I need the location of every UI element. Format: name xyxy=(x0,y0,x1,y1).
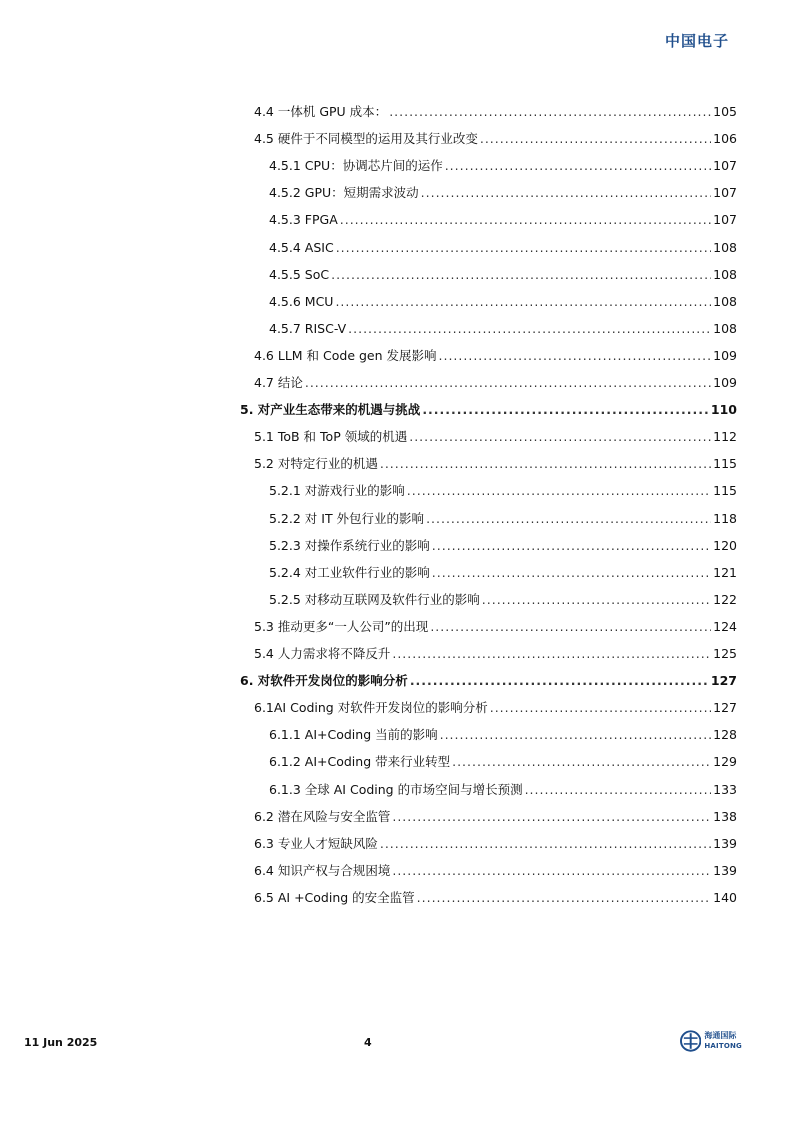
toc-entry[interactable] xyxy=(254,131,737,147)
toc-entry-page: 108 xyxy=(713,266,737,282)
toc-chapter-entry[interactable] xyxy=(240,673,737,689)
toc-entry-label: 4.5.1 CPU：协调芯片间的运作 xyxy=(269,158,443,174)
toc-entry-page: 128 xyxy=(713,727,737,743)
toc-entry[interactable] xyxy=(269,565,737,581)
toc-entry[interactable] xyxy=(254,104,737,120)
toc-entry[interactable] xyxy=(254,456,737,472)
toc-entry[interactable] xyxy=(254,646,737,662)
toc-entry-page: 127 xyxy=(710,673,737,689)
toc-entry-label: 5.2.4 对工业软件行业的影响 xyxy=(269,564,430,580)
toc-leader-dots xyxy=(445,158,711,174)
toc-entry[interactable] xyxy=(269,592,737,608)
toc-entry-label: 5. 对产业生态带来的机遇与挑战 xyxy=(240,402,421,418)
toc-leader-dots xyxy=(335,294,711,310)
footer-date: 11 Jun 2025 xyxy=(24,1036,98,1049)
logo-chinese-text: 海通国际 xyxy=(704,1031,737,1040)
toc-entry-label: 6.1.1 AI+Coding 当前的影响 xyxy=(269,727,438,743)
toc-entry-page: 140 xyxy=(713,889,737,905)
toc-entry-page: 112 xyxy=(713,429,737,445)
toc-entry-page: 120 xyxy=(713,537,737,553)
haitong-logo xyxy=(680,1028,742,1054)
toc-leader-dots xyxy=(480,131,711,147)
toc-entry[interactable] xyxy=(269,240,737,256)
toc-entry-label: 4.5.3 FPGA xyxy=(269,212,338,228)
haitong-logo-icon xyxy=(680,1030,701,1052)
toc-leader-dots xyxy=(392,646,711,662)
toc-leader-dots xyxy=(409,429,711,445)
toc-entry-page: 127 xyxy=(713,700,737,716)
toc-entry-page: 107 xyxy=(713,185,737,201)
toc-leader-dots xyxy=(439,348,712,364)
toc-entry[interactable] xyxy=(254,836,737,852)
toc-entry-page: 108 xyxy=(713,239,737,255)
toc-entry-label: 5.2.2 对 IT 外包行业的影响 xyxy=(269,510,425,526)
toc-entry-page: 118 xyxy=(713,510,737,526)
toc-entry-page: 139 xyxy=(713,835,737,851)
toc-entry[interactable] xyxy=(254,863,737,879)
toc-leader-dots xyxy=(392,809,711,825)
toc-entry-label: 6.1.3 全球 AI Coding 的市场空间与增长预测 xyxy=(269,781,523,797)
toc-entry-label: 6. 对软件开发岗位的影响分析 xyxy=(240,673,408,689)
toc-entry-page: 105 xyxy=(713,104,737,119)
toc-entry-label: 4.7 结论 xyxy=(254,375,303,390)
toc-leader-dots xyxy=(392,863,711,879)
toc-entry[interactable] xyxy=(269,294,737,310)
toc-entry-label: 5.2.1 对游戏行业的影响 xyxy=(269,483,405,499)
toc-leader-dots xyxy=(432,538,711,554)
toc-leader-dots xyxy=(389,104,711,120)
toc-entry-page: 108 xyxy=(713,293,737,309)
header-title: 中国电子 xyxy=(664,32,729,50)
toc-entry[interactable] xyxy=(254,890,737,906)
toc-entry-page: 121 xyxy=(713,564,737,580)
toc-leader-dots xyxy=(348,321,711,337)
toc-leader-dots xyxy=(380,456,711,472)
toc-entry-label: 5.2.5 对移动互联网及软件行业的影响 xyxy=(269,591,480,607)
toc-entry-label: 4.5 硬件于不同模型的运用及其行业改变 xyxy=(254,131,478,147)
toc-entry[interactable] xyxy=(269,185,737,201)
toc-entry-page: 133 xyxy=(713,781,737,797)
toc-entry-label: 4.4 一体机 GPU 成本： xyxy=(254,104,388,119)
toc-leader-dots xyxy=(430,619,711,635)
toc-entry-label: 4.5.2 GPU：短期需求波动 xyxy=(269,185,419,201)
toc-leader-dots xyxy=(336,240,711,256)
toc-leader-dots xyxy=(452,754,711,770)
toc-entry[interactable] xyxy=(269,158,737,174)
toc-entry-page: 122 xyxy=(713,591,737,607)
toc-entry-label: 4.5.5 SoC xyxy=(269,266,330,282)
toc-entry-label: 6.5 AI +Coding 的安全监管 xyxy=(254,889,415,905)
toc-leader-dots xyxy=(490,700,711,716)
toc-entry-page: 109 xyxy=(713,375,737,390)
toc-leader-dots xyxy=(410,673,709,689)
toc-entry-page: 124 xyxy=(713,618,737,634)
toc-entry-page: 139 xyxy=(713,862,737,878)
toc-leader-dots xyxy=(440,727,712,743)
toc-leader-dots xyxy=(407,483,711,499)
toc-chapter-entry[interactable] xyxy=(240,402,737,418)
toc-entry-label: 4.5.4 ASIC xyxy=(269,239,334,255)
toc-entry-label: 5.1 ToB 和 ToP 领域的机遇 xyxy=(254,429,408,445)
logo-english-text: HAITONG xyxy=(704,1042,742,1050)
toc-leader-dots xyxy=(331,267,711,283)
toc-entry-page: 115 xyxy=(713,456,737,472)
toc-entry-label: 4.6 LLM 和 Code gen 发展影响 xyxy=(254,347,437,363)
toc-leader-dots xyxy=(525,782,712,798)
toc-entry-page: 107 xyxy=(713,212,737,228)
toc-leader-dots xyxy=(305,375,711,391)
toc-entry[interactable] xyxy=(269,727,737,743)
toc-entry-label: 6.4 知识产权与合规困境 xyxy=(254,862,391,878)
toc-entry[interactable] xyxy=(269,267,737,283)
toc-entry[interactable] xyxy=(269,782,737,798)
toc-entry-label: 5.2 对特定行业的机遇 xyxy=(254,456,378,472)
toc-entry-label: 6.3 专业人才短缺风险 xyxy=(254,835,378,851)
toc-entry[interactable] xyxy=(254,619,737,635)
toc-entry-label: 4.5.6 MCU xyxy=(269,293,334,309)
toc-entry-page: 125 xyxy=(713,646,737,661)
toc-entry-page: 109 xyxy=(713,347,737,363)
toc-entry[interactable] xyxy=(254,429,737,445)
toc-entry[interactable] xyxy=(269,754,737,770)
toc-entry-label: 6.1AI Coding 对软件开发岗位的影响分析 xyxy=(254,700,488,716)
toc-leader-dots xyxy=(432,565,711,581)
toc-entry-label: 6.2 潜在风险与安全监管 xyxy=(254,808,391,824)
toc-entry-page: 110 xyxy=(710,402,737,418)
toc-entry-page: 129 xyxy=(713,754,737,770)
toc-entry-page: 108 xyxy=(713,320,737,336)
toc-entry[interactable] xyxy=(269,538,737,554)
toc-leader-dots xyxy=(422,402,709,418)
toc-entry[interactable] xyxy=(254,700,737,716)
toc-entry-label: 5.2.3 对操作系统行业的影响 xyxy=(269,537,430,553)
toc-leader-dots xyxy=(380,836,711,852)
toc-entry[interactable] xyxy=(254,348,737,364)
toc-entry-page: 138 xyxy=(713,808,737,824)
toc-entry-page: 107 xyxy=(713,158,737,174)
toc-entry-label: 5.3 推动更多“一人公司”的出现 xyxy=(254,618,429,634)
toc-entry-label: 5.4 人力需求将不降反升 xyxy=(254,646,391,661)
toc-entry[interactable] xyxy=(254,809,737,825)
toc-leader-dots xyxy=(482,592,711,608)
toc-entry[interactable] xyxy=(269,483,737,499)
toc-entry-page: 106 xyxy=(713,131,737,147)
toc-entry[interactable] xyxy=(269,321,737,337)
toc-entry-label: 4.5.7 RISC-V xyxy=(269,320,347,336)
toc-entry[interactable] xyxy=(269,511,737,527)
toc-entry[interactable] xyxy=(254,375,737,391)
toc-leader-dots xyxy=(421,185,711,201)
toc-leader-dots xyxy=(426,511,711,527)
toc-entry-label: 6.1.2 AI+Coding 带来行业转型 xyxy=(269,754,451,770)
toc-leader-dots xyxy=(417,890,711,906)
toc-leader-dots xyxy=(340,212,711,228)
toc-entry[interactable] xyxy=(269,212,737,228)
toc-entry-page: 115 xyxy=(713,483,737,499)
footer-page-number: 4 xyxy=(364,1036,372,1049)
